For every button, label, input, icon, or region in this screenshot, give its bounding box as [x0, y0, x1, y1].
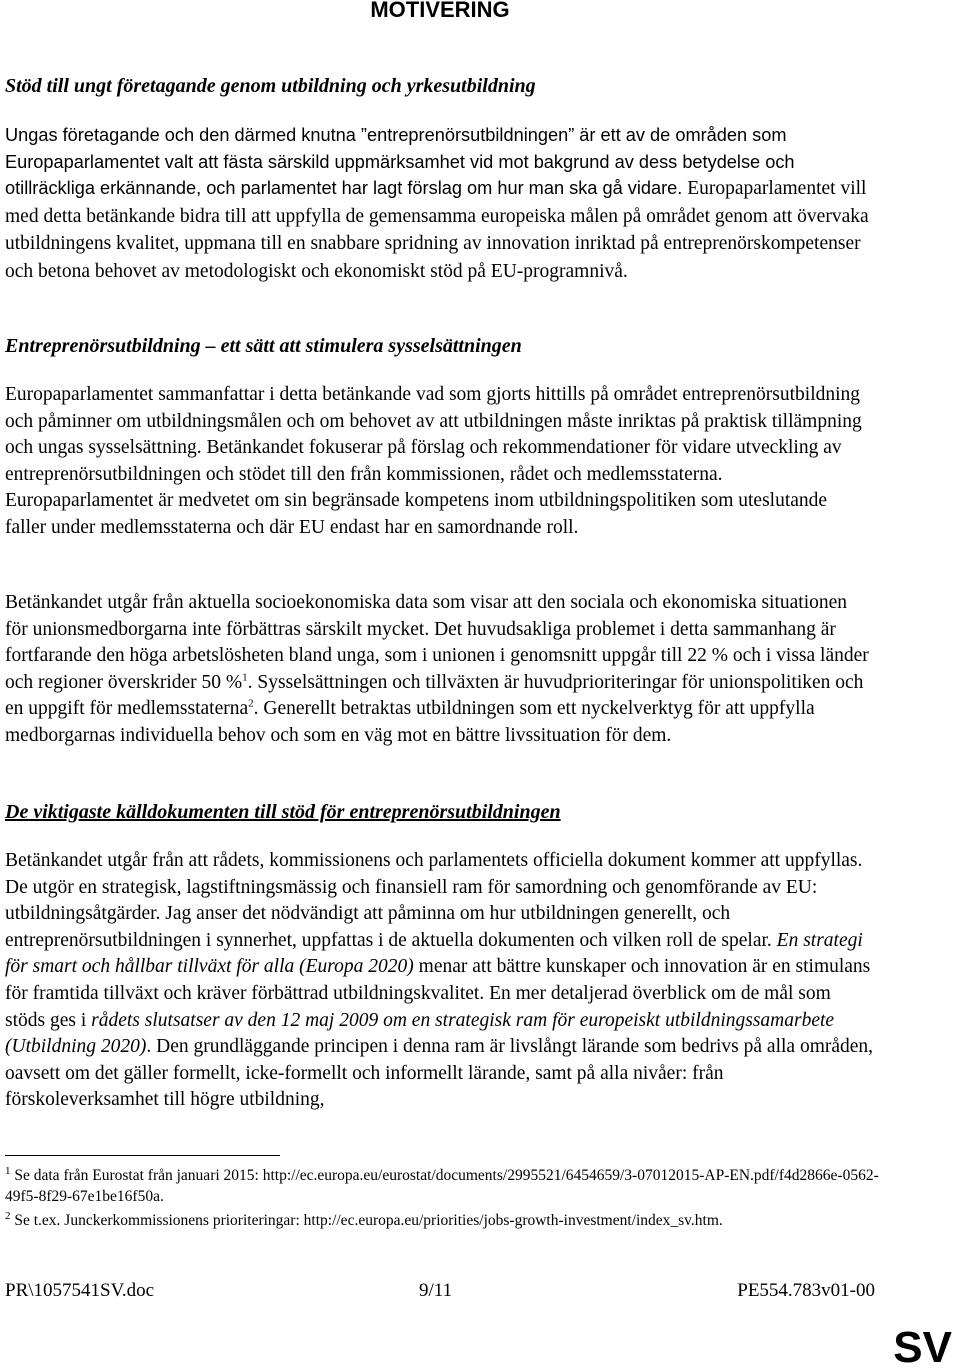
paragraph-4-italic-1: En strategi för smart och hållbar tillväxt för alla (Europa 2020) [5, 929, 863, 978]
paragraph-4 [5, 848, 875, 1114]
footnote-2 [5, 1210, 880, 1231]
paragraph-1-part-b: Europaparlamentet vill med detta betänkande bidra till att uppfylla de gemensamma europeiska målen på området genom att övervaka utbildningens kvalitet, uppmana till en snabbare spridning av innovation inriktad på entreprenörskompetenser och betona behovet av metodologiskt och ekonomiskt stöd på EU-programnivå. [5, 178, 869, 282]
footer-page-number: 9/11 [419, 1280, 453, 1301]
paragraph-2: Europaparlamentet sammanfattar i detta betänkande vad som gjorts hittills på området entreprenörsutbildning och påminner om utbildningsmålen och om behovet av att utbildningen måste inriktas på praktisk tillämpning och ungas sysselsättning. Betänkandet fokuserar på förslag och rekommendationer för vidare utveckling av entreprenörsutbildningen och stödet till den från kommissionen, rådet och medlemsstaterna. Europaparlamentet är medvetet om sin begränsade kompetens inom utbildningspolitiken som uteslutande faller under medlemsstaterna och där EU endast har en samordnande roll. [5, 384, 862, 538]
footnote-ref-2[interactable]: 2 [248, 697, 254, 710]
footnote-1 [5, 1165, 880, 1207]
paragraph-3-part-a: Betänkandet utgår från aktuella socioekonomiska data som visar att den sociala och ekonomiska situationen för unionsmedborgarna inte förbättras särskilt mycket. Det huvudsakliga problemet i detta sammanhang är fortfarande den höga arbetslösheten bland unga, som i unionen i genomsnitt uppgår till 22 % och i vissa länder och regioner överskrider 50 % [5, 592, 869, 693]
section-heading-1: Stöd till ungt företagande genom utbildning och yrkesutbildning [5, 75, 536, 97]
page-title: MOTIVERING [370, 0, 510, 22]
section-heading-3: De viktigaste källdokumenten till stöd för entreprenörsutbildningen [5, 801, 561, 823]
footnote-1-text: Se data från Eurostat från januari 2015: http://ec.europa.eu/eurostat/documents/2995521/6454659/3-07012015-AP-EN.pdf/f4d2866e-0562-49f5-8f29-67e1be16f50a. [5, 1167, 879, 1205]
footer-reference: PE554.783v01-00 [737, 1280, 875, 1301]
paragraph-3-part-c: . Generellt betraktas utbildningen som ett nyckelverktyg för att uppfylla medborgarnas individuella behov och som en väg mot en bättre livssituation för dem. [5, 698, 815, 746]
paragraph-4-italic-2: rådets slutsatser av den 12 maj 2009 om en strategisk ram för europeiskt utbildningssamarbete (Utbildning 2020) [5, 1009, 835, 1058]
paragraph-3 [5, 590, 873, 750]
section-heading-2: Entreprenörsutbildning – ett sätt att stimulera sysselsättningen [5, 335, 522, 357]
footnote-1-number: 1 [5, 1164, 11, 1177]
footnote-separator [5, 1155, 280, 1156]
paragraph-1 [5, 122, 873, 286]
paragraph-3-part-b: . Sysselsättningen och tillväxten är huvudprioriteringar för unionspolitiken och en uppgift för medlemsstaterna [5, 671, 864, 720]
footnote-2-number: 2 [5, 1209, 11, 1222]
footnote-2-text: Se t.ex. Junckerkommissionens prioriteringar: http://ec.europa.eu/priorities/jobs-growth-investment/index_sv.htm. [10, 1212, 723, 1229]
paragraph-4-part-a: Betänkandet utgår från att rådets, kommissionens och parlamentets officiella dokument kommer att uppfyllas. De utgör en strategisk, lagstiftningsmässig och finansiell ram för samordning och genomförande av EU: utbildningsåtgärder. Jag anser det nödvändigt att påminna om hur utbildningen generellt, och entreprenörsutbildningen i synnerhet, uppfattas i de aktuella dokumenten och vilken roll de spelar. [5, 850, 863, 951]
paragraph-4-part-c: menar att bättre kunskaper och innovation är en stimulans för framtida tillväxt och kräver förbättrad utbildningskvalitet. En mer detaljerad överblick om de mål som stöds ges i [5, 956, 871, 1031]
language-code: SV [893, 1323, 952, 1372]
paragraph-4-part-e: . Den grundläggande principen i denna ram är livslångt lärande som bedrivs på alla områden, oavsett om det gäller formellt, icke-formellt och informellt lärande, samt på alla nivåer: från förskoleverksamhet till högre utbildning, [5, 1036, 874, 1111]
paragraph-1-part-a: Ungas företagande och den därmed knutna ”entreprenörsutbildningen” är ett av de områden som Europaparlamentet valt att fästa särskild uppmärksamhet vid mot bakgrund av dess betydelse och otillräckliga erkännande, och parlamentet har lagt förslag om hur man ska gå vidare. [5, 125, 795, 199]
footnote-ref-1[interactable]: 1 [242, 671, 248, 684]
page-footer [5, 1280, 875, 1304]
footer-doc-id: PR\1057541SV.doc [5, 1280, 155, 1301]
